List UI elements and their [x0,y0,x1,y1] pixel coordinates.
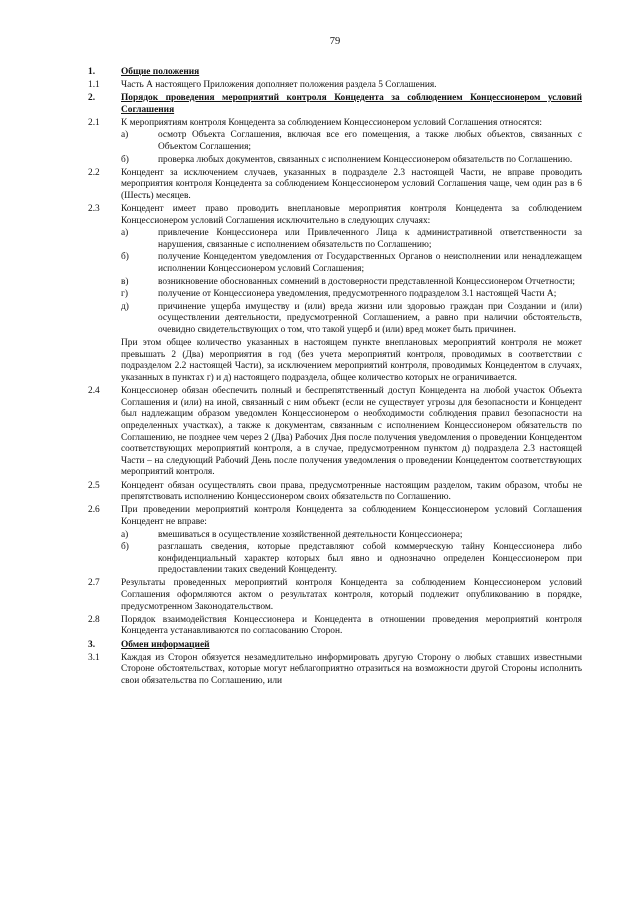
clause-number: 2.6 [88,505,100,516]
list-item-letter: б) [121,154,129,165]
heading-text: Общие положения [121,66,200,77]
clause-text: Концедент имеет право проводить внеплановые мероприятия контроля Концедента за соблюдением Концессионером условий Соглашения исключительно в следующих случаях: [121,204,582,226]
list-item-letter: б) [121,542,129,553]
clause-body [121,505,582,577]
page-number: 79 [329,36,341,47]
list-item-text: проверка любых документов, связанных с исполнением Концессионером обязательств по Соглашению. [158,154,573,165]
clause-number: 2.7 [88,578,100,589]
list-item-letter: а) [121,130,129,141]
clause-body [121,168,582,203]
clause-body [121,640,582,652]
clause-number: 3.1 [88,652,100,663]
list-item-text: причинение ущерба имуществу и (или) вреда жизни или здоровью граждан при Создании и (или) осуществлении деятельности, предусмотренной Соглашением, а равно при наличии обстоятельств, очевидно свидетельствующих о том, что такой ущерб и (или) вред может быть причинен. [158,301,582,336]
list-item-text: получение от Концессионера уведомления, предусмотренного подразделом 3.1 настоящей Части А; [158,289,557,300]
list-item [121,277,582,289]
list-item [121,155,582,167]
clause-body [121,615,582,638]
list-item-text: осмотр Объекта Соглашения, включая все его помещения, а также любых объектов, связанных с Объектом Соглашения; [158,130,582,152]
clause-body [121,481,582,504]
list-item-text: вмешиваться в осуществление хозяйственной деятельности Концессионера; [158,529,463,540]
clause-number: 2.2 [88,167,100,178]
clause-body [121,653,582,688]
list-item [121,542,582,577]
clause-body [121,578,582,613]
list-item-letter: в) [121,276,129,287]
clause [88,168,582,203]
clause-number: 2.5 [88,480,100,491]
list-item-letter: д) [121,301,129,312]
clause-paragraph: При этом общее количество указанных в настоящем пункте внеплановых мероприятий контроля не может превышать 2 (Два) мероприятия в год (без учета мероприятий контроля, проводимых в соответствии с подразделом 2.2 настоящей Части), за исключением мероприятий контроля, проводимых Концедентом в случаях, указанных в пунктах г) и д) настоящего подраздела, общее количество которых не ограничивается. [121,338,582,383]
list-item-letter: г) [121,289,128,300]
clause [88,505,582,577]
clause-body [121,118,582,166]
list-item-letter: б) [121,252,129,263]
clause-number: 2.4 [88,386,100,397]
clause-number: 2.3 [88,204,100,215]
clause-number: 2.8 [88,614,100,625]
list-item-text: разглашать сведения, которые представляют собой коммерческую тайну Концессионера либо конфиденциальный характер которых был явно и однозначно определен Концессионером при предоставлении таких сведений Концеденту. [158,542,582,576]
list-item-letter: а) [121,228,129,239]
list-item-letter: а) [121,529,129,540]
clause [88,80,582,92]
list-item-text: получение Концедентом уведомления от Государственных Органов о неисполнении или ненадлежащем исполнении Концессионером условий Соглашения; [158,252,582,275]
clause-text: Концедент за исключением случаев, указанных в подразделе 2.3 настоящей Части, не вправе проводить мероприятия контроля Концедента за соблюдением Концессионером условий Соглашения чаще, чем один раз в 6 (Шесть) месяцев. [121,167,582,201]
clause-number: 2.1 [88,117,100,128]
list-item [121,252,582,275]
section-heading [88,67,582,79]
list-item [121,289,582,301]
clause-text: К мероприятиям контроля Концедента за соблюдением Концессионером условий Соглашения относятся: [121,117,542,128]
clause-text: Концессионер обязан обеспечить полный и беспрепятственный доступ Концедента на любой участок Объекта Соглашения и (или) на иной, связанный с ним объект (если не существует угрозы для безопасности и Концедент был надлежащим образом уведомлен Концессионером о необходимости соблюдения правил безопасности на определенных участках), а также к документам, связанным с исполнением Концессионером обязательств по Соглашению, не позднее чем через 2 (Два) Рабочих Дня после получения уведомления о проведении Концедентом соответствующих мероприятий контроля, а в случае, предусмотренном пунктом д) подраздела 2.3 настоящей Части – на следующий Рабочий День после получения уведомления о проведении Концедентом соответствующих мероприятий контроля. [121,386,582,478]
section-heading [88,640,582,652]
list-item-text: возникновение обоснованных сомнений в достоверности представленной Концессионером Отчетности; [158,276,575,287]
clause-text: Результаты проведенных мероприятий контроля Концедента за соблюдением Концессионером условий Соглашения оформляются актом о результатах контроля, который подлежит опубликованию в порядке, предусмотренном Законодательством. [121,578,582,612]
clause-text: При проведении мероприятий контроля Концедента за соблюдением Концессионером условий Соглашения Концедент не вправе: [121,505,582,527]
clause [88,118,582,166]
clause [88,578,582,613]
heading-text: Порядок проведения мероприятий контроля Концедента за соблюдением Концессионером условий Соглашения [121,92,582,115]
list-item [121,302,582,337]
clause [88,204,582,337]
clause [88,653,582,688]
clause-number: 1. [88,66,96,77]
clause [88,481,582,504]
section-heading [88,93,582,116]
clause-body [121,67,582,79]
list-item-text: привлечение Концессионера или Привлеченного Лица к административной ответственности за нарушения, связанные с исполнением обязательств по Соглашению; [158,228,582,250]
clause-text: Порядок взаимодействия Концессионера и Концедента в отношении проведения мероприятий контроля Концедента устанавливаются по согласованию Сторон. [121,614,582,637]
clause-number: 3. [88,639,96,650]
heading-text: Обмен информацией [121,639,210,650]
list-item [121,228,582,251]
clause [88,615,582,638]
list-item [121,530,582,542]
clause-body [121,204,582,337]
clause-text: Концедент обязан осуществлять свои права, предусмотренные настоящим разделом, таким образом, чтобы не препятствовать исполнению Концессионером своих обязательств по Соглашению. [121,480,582,503]
clause-body [121,386,582,479]
clause-body [121,93,582,116]
list-item [121,130,582,153]
clause-body [121,80,582,92]
clause-text: Каждая из Сторон обязуется незамедлительно информировать другую Сторону о любых ставших известными Стороне обстоятельствах, которые могут неблагоприятно отразиться на возможности другой Стороны исполнить свои обязательства по Соглашению, или [121,652,582,686]
document-body [88,67,582,688]
clause-number: 2. [88,92,96,103]
clause [88,386,582,479]
clause-number: 1.1 [88,79,100,90]
clause-text: Часть А настоящего Приложения дополняет положения раздела 5 Соглашения. [121,79,437,90]
